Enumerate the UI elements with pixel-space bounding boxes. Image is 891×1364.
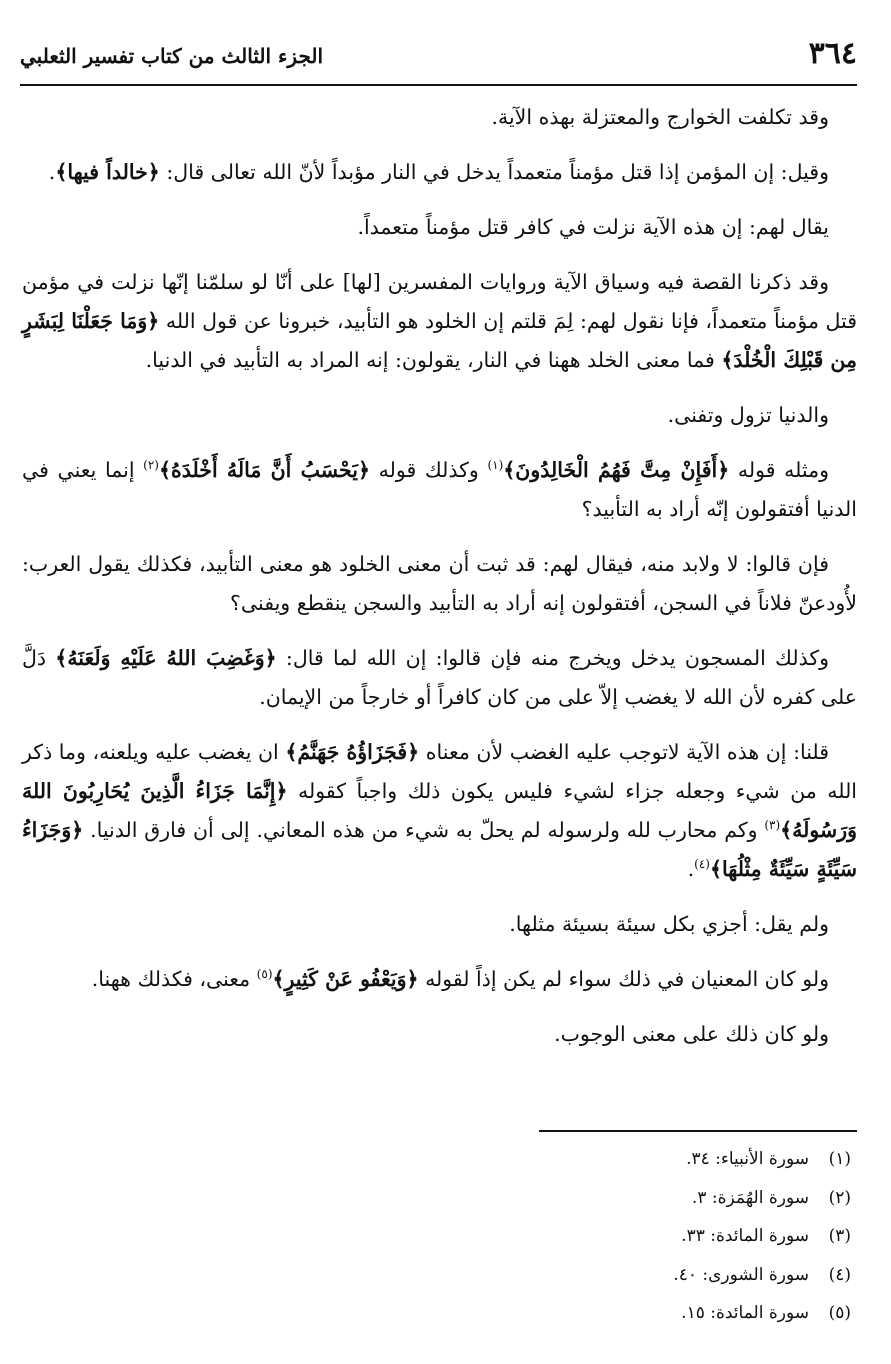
footnote-item — [431, 1294, 851, 1333]
quran-quote: ﴿فَجَزَاؤُهُ جَهَنَّمُ﴾ — [285, 740, 420, 764]
footnotes-list — [431, 1140, 851, 1333]
footnote-ref[interactable]: (١) — [487, 458, 504, 473]
paragraph — [22, 98, 857, 137]
quran-quote: ﴿وَجَزَاءُ سَيِّئَةٍ سَيِّئَةٌ مِثْلُهَا﴾ — [22, 818, 857, 881]
paragraph-text: فما معنى الخلد ههنا في النار، يقولون: إنه المراد به التأبيد في الدنيا. — [145, 348, 722, 372]
footnote-item — [431, 1179, 851, 1218]
quran-quote: ﴿وَغَضِبَ اللهُ عَلَيْهِ وَلَعَنَهُ﴾ — [55, 646, 277, 670]
footnote-item — [431, 1256, 851, 1295]
quran-quote: ﴿يَحْسَبُ أَنَّ مَالَهُ أَخْلَدَهُ﴾ — [158, 458, 370, 482]
paragraph-text: والدنيا تزول وتفنى. — [667, 403, 829, 427]
footnote-text: سورة الشورى: ٤٠. — [673, 1264, 809, 1285]
paragraph-text: ولم يقل: أجزي بكل سيئة بسيئة مثلها. — [509, 912, 829, 936]
running-title: الجزء الثالث من كتاب تفسير الثعلبي — [20, 44, 323, 68]
quran-quote: ﴿وَيَعْفُو عَنْ كَثِيرٍ﴾ — [272, 967, 419, 991]
paragraph — [22, 263, 857, 380]
footnote-number: (٤) — [828, 1264, 851, 1285]
paragraph-text: يقال لهم: إن هذه الآية نزلت في كافر قتل مؤمناً متعمداً. — [357, 215, 829, 239]
paragraph-text: ان يغضب عليه ويلعنه، وما ذكر الله من شيء وجعله جزاء لشيء فليس يكون ذلك واجباً كقوله — [22, 740, 858, 803]
paragraph-text: ولو كان المعنيان في ذلك سواء لم يكن إذاً لقوله — [418, 967, 829, 991]
paragraph-text: قلنا: إن هذه الآية لاتوجب عليه الغضب لأن معناه — [419, 740, 829, 764]
page-header — [20, 36, 857, 86]
paragraph — [22, 153, 857, 192]
paragraph — [22, 451, 857, 529]
footnote-item — [431, 1140, 851, 1179]
footnote-item — [431, 1217, 851, 1256]
paragraph — [22, 639, 857, 717]
quran-quote: ﴿إِنَّمَا جَزَاءُ الَّذِينَ يُحَارِبُونَ اللهَ وَرَسُولَهُ﴾ — [22, 779, 857, 842]
footnote-ref[interactable]: (٣) — [764, 818, 781, 833]
paragraph — [22, 208, 857, 247]
paragraph-text: ولو كان ذلك على معنى الوجوب. — [554, 1022, 829, 1046]
footnote-number: (١) — [828, 1149, 851, 1169]
paragraph-text: وكم محارب لله ولرسوله لم يحلّ به شيء من هذه المعاني. إلى أن فارق الدنيا. — [83, 818, 765, 842]
footnote-divider — [539, 1130, 857, 1132]
paragraph-text: وقد تكلفت الخوارج والمعتزلة بهذه الآية. — [491, 105, 829, 129]
paragraph-text: وقيل: إن المؤمن إذا قتل مؤمناً متعمداً يدخل في النار مؤبداً لأنّ الله تعالى قال: — [159, 160, 829, 184]
footnote-text: سورة الهُمَزة: ٣. — [691, 1187, 809, 1208]
footnote-text: سورة الأنبياء: ٣٤. — [686, 1149, 809, 1169]
paragraph-text: وكذلك المسجون يدخل ويخرج منه فإن قالوا: إن الله لما قال: — [276, 646, 829, 670]
paragraph-text: . — [48, 160, 56, 184]
paragraph-text: دَلَّ على كفره لأن الله لا يغضب إلاّ على من كان كافراً أو خارجاً من الإيمان. — [22, 646, 857, 709]
paragraph-text: وقد ذكرنا القصة فيه وسياق الآية وروايات المفسرين [لها] على أنّا لو سلمّنا إنّها نزلت في مؤمن قتل مؤمناً متعمداً، فإنا نقول لهم: لِمَ قلتم إن الخلود هو التأبيد، خبرونا عن قول الله — [22, 270, 857, 333]
footnote-ref[interactable]: (٤) — [694, 857, 710, 872]
paragraph-text: . — [687, 857, 695, 881]
footnote-number: (٥) — [828, 1303, 851, 1323]
paragraph-text: وكذلك قوله — [370, 458, 488, 482]
paragraph — [22, 1015, 857, 1054]
paragraph-text: فإن قالوا: لا ولابد منه، فيقال لهم: قد ثبت أن معنى الخلود هو معنى التأبيد، فكذلك يقول العرب: لأُودعنّ فلاناً في السجن، أفتقولون إنه أراد به التأبيد والسجن ينقطع ويفنى؟ — [22, 552, 857, 615]
page-number: ٣٦٤ — [808, 36, 857, 71]
quran-quote: ﴿وَمَا جَعَلْنَا لِبَشَرٍ مِن قَبْلِكَ الْخُلْدَ﴾ — [22, 309, 857, 372]
paragraph — [22, 905, 857, 944]
footnote-text: سورة المائدة: ١٥. — [681, 1303, 809, 1323]
footnote-number: (٣) — [828, 1226, 851, 1246]
footnote-ref[interactable]: (٢) — [143, 458, 159, 473]
quran-quote: ﴿خالداً فيها﴾ — [55, 160, 160, 184]
paragraph — [22, 396, 857, 435]
paragraph-text: معنى، فكذلك ههنا. — [91, 967, 257, 991]
footnote-text: سورة المائدة: ٣٣. — [681, 1226, 809, 1246]
main-text — [22, 98, 857, 1070]
paragraph — [22, 960, 857, 999]
paragraph — [22, 545, 857, 623]
paragraph — [22, 733, 857, 889]
paragraph-text: ومثله قوله — [729, 458, 829, 482]
footnote-number: (٢) — [828, 1187, 851, 1208]
footnote-ref[interactable]: (٥) — [256, 967, 273, 982]
quran-quote: ﴿أَفَإِنْ مِتَّ فَهُمُ الْخَالِدُونَ﴾ — [503, 458, 730, 482]
paragraph-text: إنما يعني في الدنيا أفتقولون إنّه أراد به التأبيد؟ — [22, 458, 857, 521]
